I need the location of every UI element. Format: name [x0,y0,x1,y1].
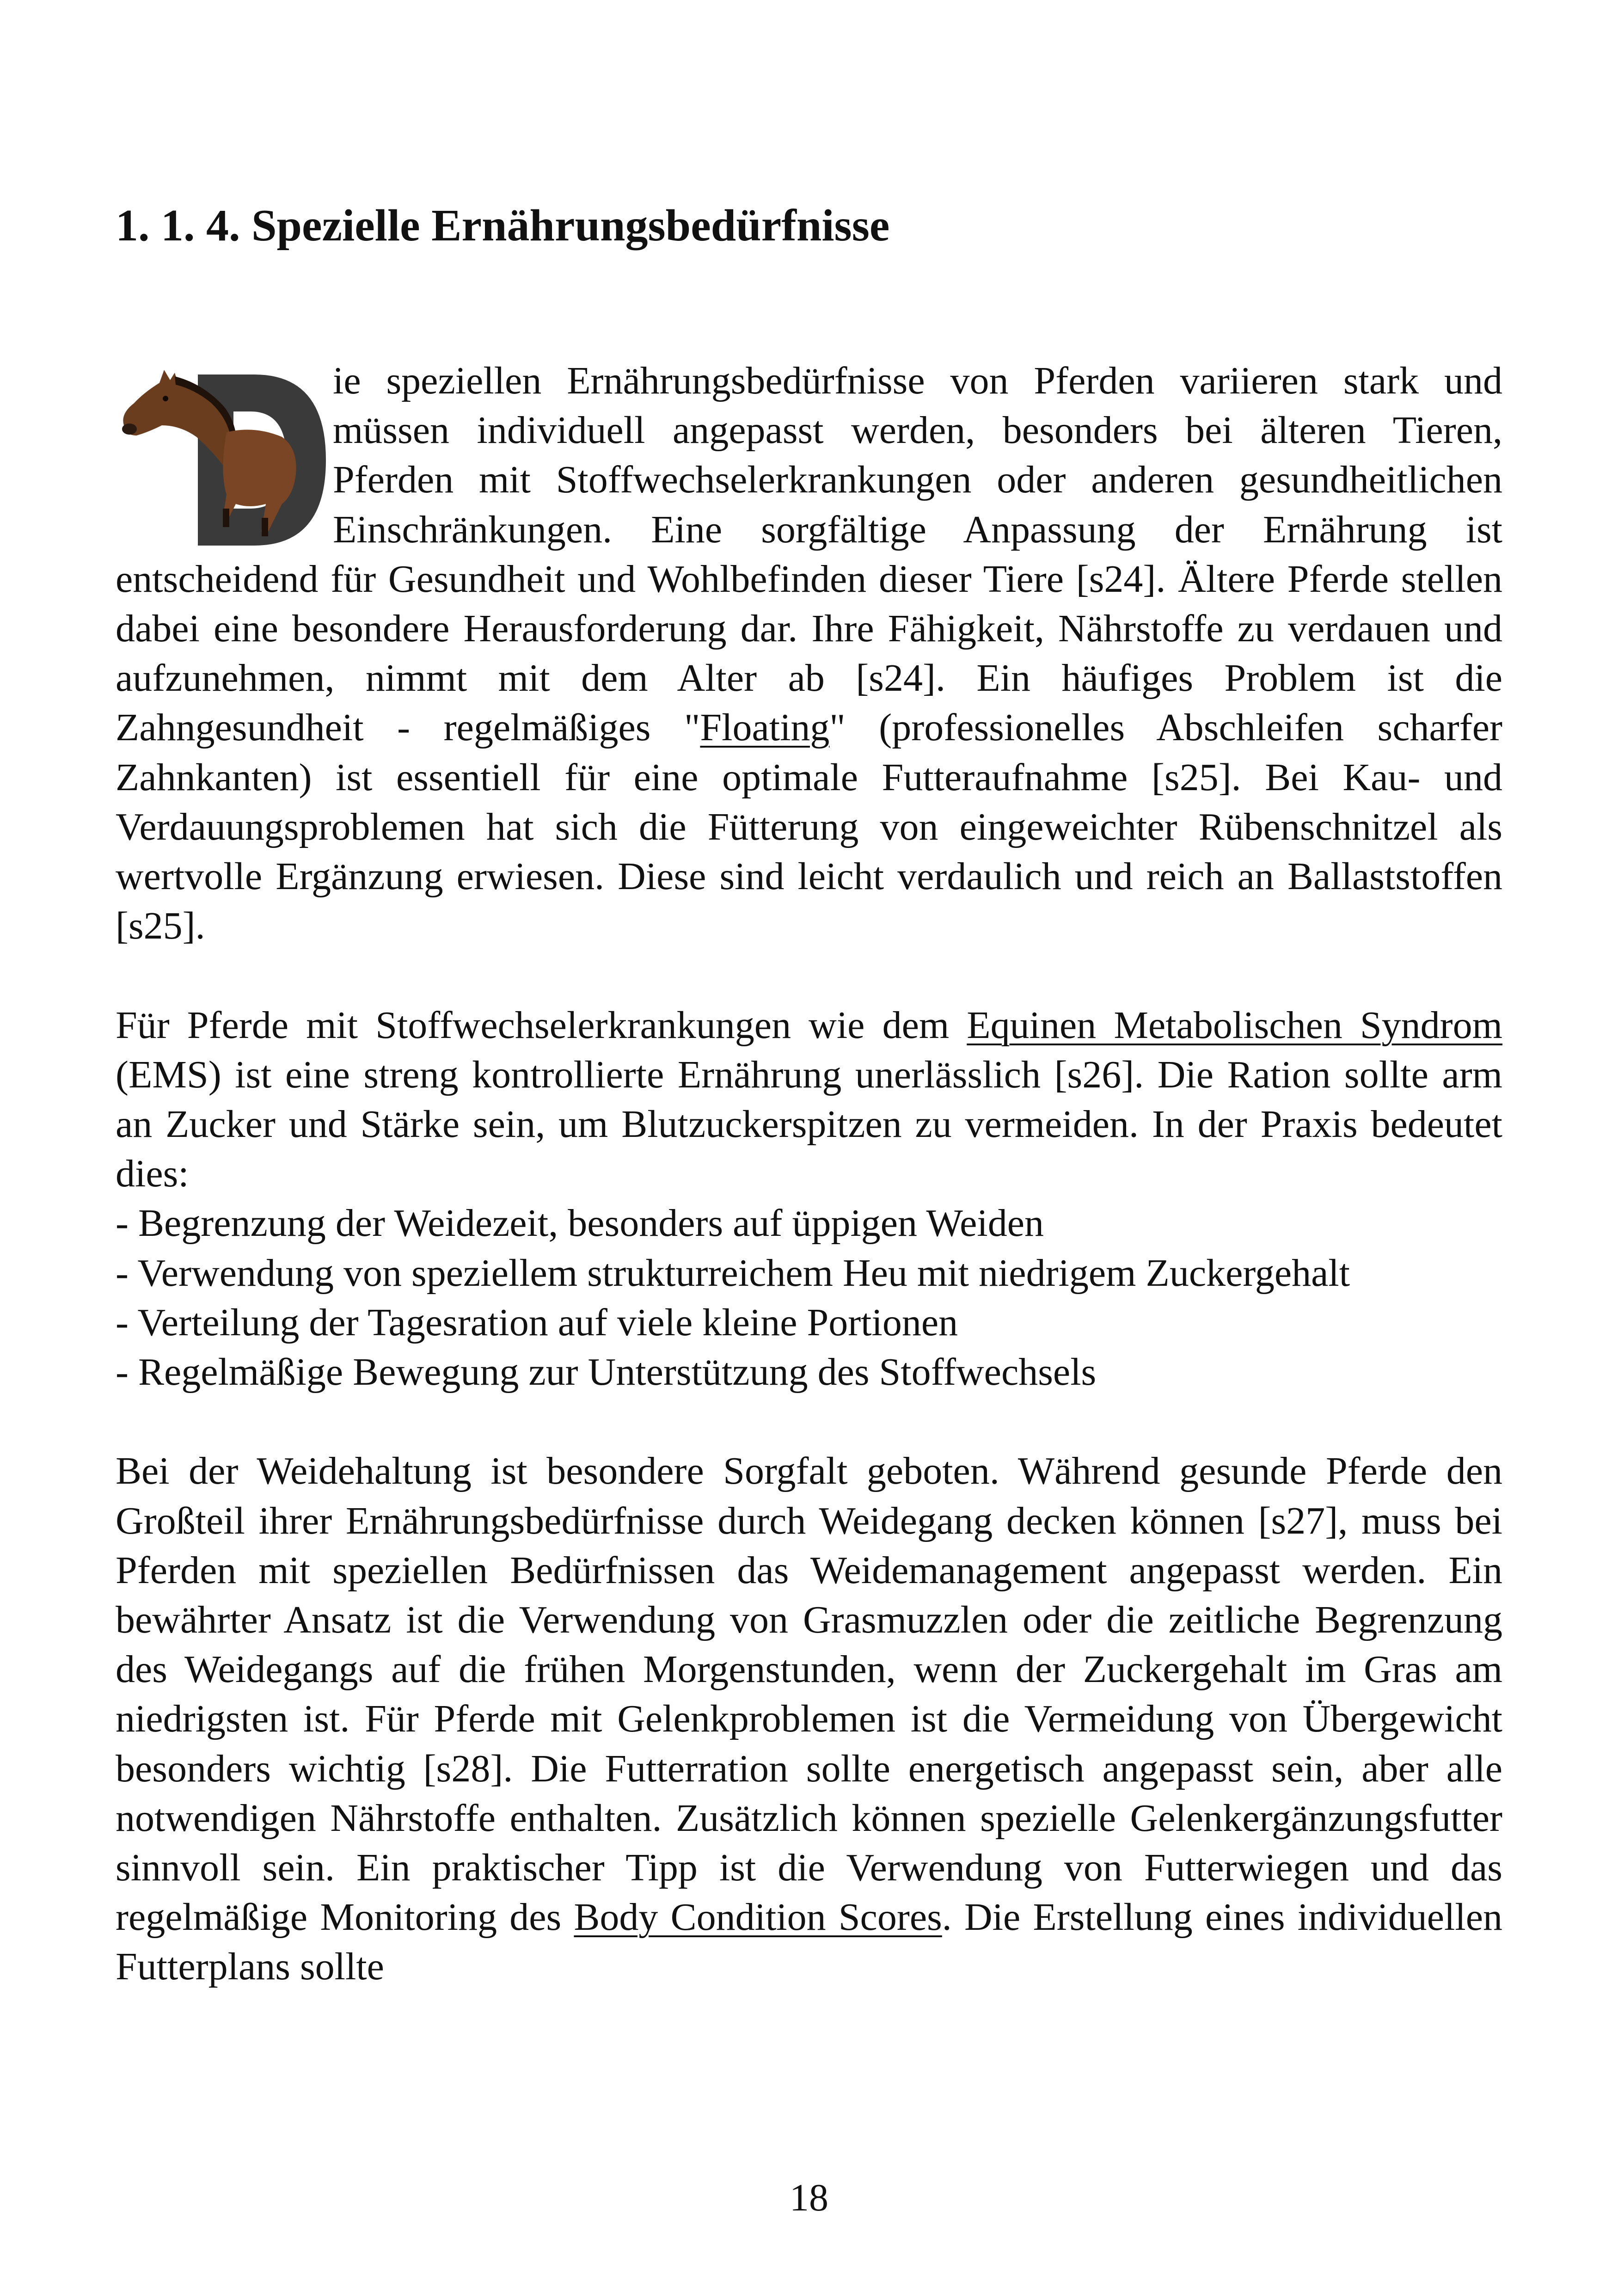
floating-link[interactable]: Floating [700,706,830,749]
paragraph-text: (EMS) ist eine streng kontrollierte Ernährung unerlässlich [s26]. Die Ration sollte arm an Zucker und Stärke sein, um Blutzuckerspitzen zu vermeiden. In der Praxis bedeutet dies: [116,1053,1502,1196]
paragraph-3 [116,1446,1502,1991]
section-heading: 1. 1. 4. Spezielle Ernährungsbedürfnisse [116,201,890,251]
list-item: - Verwendung von speziellem strukturreichem Heu mit niedrigem Zuckergehalt [116,1251,1350,1295]
horse-icon [116,356,333,547]
list-item: - Verteilung der Tagesration auf viele kleine Portionen [116,1301,958,1344]
paragraph-text: ie speziellen Ernährungsbedürfnisse von Pferden variieren stark und müssen individuell angepasst werden, besonders bei älteren Tieren, Pferden mit Stoffwechselerkrankungen oder anderen gesundheitlichen Einschränkungen. Eine sorgfältige Anpassung der Ernährung ist entscheidend für Gesundheit und Wohlbefinden dieser Tiere [s24]. Ältere Pferde stellen dabei eine besondere Herausforderung dar. Ihre Fähigkeit, Nährstoffe zu verdauen und aufzunehmen, nimmt mit dem Alter ab [s24]. Ein häufiges Problem ist die Zahngesundheit - regelmäßiges " [116,359,1502,749]
paragraph-1 [116,356,1502,951]
ems-link[interactable]: Equinen Metabolischen Syndrom [967,1003,1502,1047]
body-condition-score-link[interactable]: Body Condition Scores [574,1896,942,1939]
page-number: 18 [790,2176,828,2219]
paragraph-text: " (professionelles Abschleifen scharfer Zahnkanten) ist essentiell für eine optimale Futteraufnahme [s25]. Bei Kau- und Verdauungsproblemen hat sich die Fütterung von eingeweichter Rübenschnitzel als wertvolle Ergänzung erwiesen. Diese sind leicht verdaulich und reich an Ballaststoffen [s25]. [116,706,1502,948]
paragraph-text: Für Pferde mit Stoffwechselerkrankungen wie dem [116,1003,967,1047]
body-text [116,356,1502,1992]
paragraph-text: . Die Erstellung eines individuellen Futterplans sollte [116,1896,1502,1989]
paragraph-text: Bei der Weidehaltung ist besondere Sorgfalt geboten. Während gesunde Pferde den Großteil ihrer Ernährungsbedürfnisse durch Weidegang decken können [s27], muss bei Pferden mit speziellen Bedürfnissen das Weidemanagement angepasst werden. Ein bewährter Ansatz ist die Verwendung von Grasmuzzlen oder die zeitliche Begrenzung des Weidegangs auf die frühen Morgenstunden, wenn der Zuckergehalt im Gras am niedrigsten ist. Für Pferde mit Gelenkproblemen ist die Vermeidung von Übergewicht besonders wichtig [s28]. Die Futterration sollte energetisch angepasst sein, aber alle notwendigen Nährstoffe enthalten. Zusätzlich können spezielle Gelenkergänzungsfutter sinnvoll sein. Ein praktischer Tipp ist die Verwendung von Futterwiegen und das regelmäßige Monitoring des [116,1449,1502,1939]
paragraph-2 [116,1001,1502,1397]
list-item: - Regelmäßige Bewegung zur Unterstützung des Stoffwechsels [116,1351,1097,1394]
bullet-list [116,1198,1502,1397]
drop-cap [116,356,333,547]
paragraph-2-intro [116,1001,1502,1199]
list-item: - Begrenzung der Weidezeit, besonders auf üppigen Weiden [116,1202,1044,1245]
